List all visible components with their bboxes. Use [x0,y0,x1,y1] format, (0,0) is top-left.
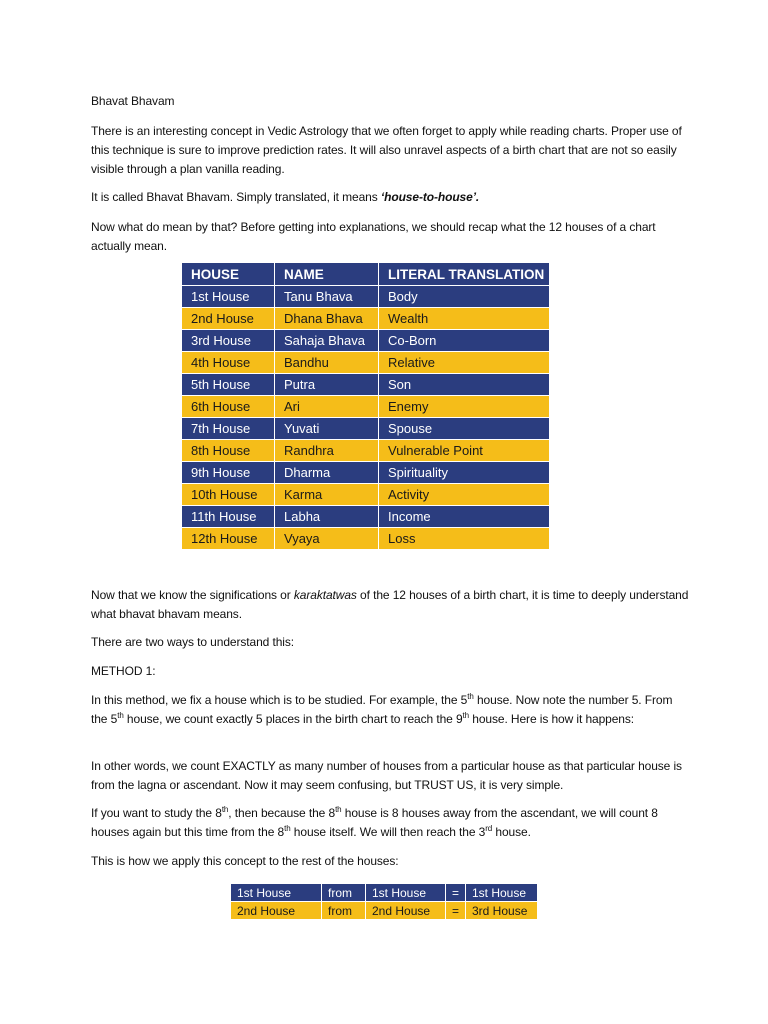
translation-cell: Spouse [379,418,550,440]
translation-cell: Co-Born [379,330,550,352]
houses-table-header [182,263,550,286]
translation-cell: Enemy [379,396,550,418]
m1-text: house, we count exactly 5 places in the birth chart to reach the 9 [123,712,463,726]
houses-table [181,262,550,550]
ordinal-suffix: rd [485,824,493,833]
table-row [231,902,538,920]
table-row [231,884,538,902]
m1-text: In this method, we fix a house which is to be studied. For example, the 5 [91,693,468,707]
ordinal-suffix: th [335,805,342,814]
house-cell: 12th House [182,528,275,550]
result-cell: 1st House [466,884,538,902]
eighth-text: , then because the 8 [228,806,336,820]
house-cell: 3rd House [182,330,275,352]
header-name: NAME [275,263,379,286]
called-text: It is called Bhavat Bhavam. Simply translated, it means [91,190,381,204]
header-house: HOUSE [182,263,275,286]
called-paragraph [91,188,691,207]
table-row [182,374,550,396]
eighth-text: house is 8 houses away from the ascendant, we will count 8 houses again but this time from the 8 [91,806,658,839]
name-cell: Bandhu [275,352,379,374]
recap-paragraph: Now what do mean by that? Before getting into explanations, we should recap what the 12 houses of a chart actually mean. [91,220,656,253]
translation-cell: Son [379,374,550,396]
house-cell: 11th House [182,506,275,528]
translation-cell: Relative [379,352,550,374]
translation-cell: Wealth [379,308,550,330]
name-cell: Labha [275,506,379,528]
table-row [182,418,550,440]
document-title: Bhavat Bhavam [91,94,175,108]
method-heading: METHOD 1: [91,664,156,678]
house-cell: 1st House [182,286,275,308]
table-row [182,528,550,550]
name-cell: Yuvati [275,418,379,440]
m1-text: house. Here is how it happens: [469,712,635,726]
translation-cell: Loss [379,528,550,550]
table-row [182,286,550,308]
table-row [182,330,550,352]
translation-cell: Vulnerable Point [379,440,550,462]
ordinal-suffix: th [467,692,474,701]
name-cell: Sahaja Bhava [275,330,379,352]
table-row [182,462,550,484]
result-cell: 3rd House [466,902,538,920]
name-cell: Karma [275,484,379,506]
signif-text-b: of the 12 houses of a birth chart, it is time to deeply understand what bhavat bhavam means. [91,588,689,621]
eighth-text: house. [492,825,531,839]
house-cell: 2nd House [182,308,275,330]
equals-cell: = [446,902,466,920]
table-row [182,506,550,528]
name-cell: Vyaya [275,528,379,550]
table-row [182,396,550,418]
translation-cell: Spirituality [379,462,550,484]
house-cell: 5th House [182,374,275,396]
house-cell: 4th House [182,352,275,374]
translation-cell: Body [379,286,550,308]
equals-cell: = [446,884,466,902]
two-ways-paragraph: There are two ways to understand this: [91,635,294,649]
m1-text: house. Now note the number 5. From the 5 [91,693,673,726]
eighth-text: house itself. We will then reach the 3 [290,825,486,839]
eighth-house-paragraph [91,804,691,842]
ordinal-suffix: th [462,711,470,720]
house-cell: 7th House [182,418,275,440]
house-to-house-emphasis: ‘house-to-house’. [380,190,480,204]
name-cell: Randhra [275,440,379,462]
table-row [182,308,550,330]
house-cell: 9th House [182,462,275,484]
other-words-paragraph: In other words, we count EXACTLY as many number of houses from a particular house as that particular house is from the lagna or ascendant. Now it may seem confusing, but TRUST US, it is very simple. [91,759,682,792]
karaktatwas-term: karaktatwas [293,588,357,602]
name-cell: Ari [275,396,379,418]
apply-paragraph: This is how we apply this concept to the rest of the houses: [91,854,399,868]
house-cell: 8th House [182,440,275,462]
table-row [182,484,550,506]
method1-paragraph [91,691,691,729]
house-cell: 10th House [182,484,275,506]
name-cell: Dhana Bhava [275,308,379,330]
from-cell: from [322,902,366,920]
translation-cell: Income [379,506,550,528]
eighth-text: If you want to study the 8 [91,806,222,820]
translation-cell: Activity [379,484,550,506]
significations-paragraph [91,586,691,624]
house-cell: 2nd House [366,902,446,920]
table-row [182,352,550,374]
house-cell: 6th House [182,396,275,418]
ordinal-suffix: th [284,824,291,833]
house-cell: 1st House [231,884,322,902]
header-translation: LITERAL TRANSLATION [379,263,550,286]
ordinal-suffix: th [117,711,124,720]
from-cell: from [322,884,366,902]
method-table [230,883,538,920]
house-cell: 2nd House [231,902,322,920]
name-cell: Tanu Bhava [275,286,379,308]
table-row [182,440,550,462]
signif-text-a: Now that we know the significations or [91,588,294,602]
house-cell: 1st House [366,884,446,902]
intro-paragraph: There is an interesting concept in Vedic Astrology that we often forget to apply while reading charts. Proper use of this technique is sure to improve prediction rates. It will also unravel aspects of a birth chart that are not so easily visible through a plan vanilla reading. [91,124,682,176]
name-cell: Putra [275,374,379,396]
name-cell: Dharma [275,462,379,484]
ordinal-suffix: th [221,805,229,814]
